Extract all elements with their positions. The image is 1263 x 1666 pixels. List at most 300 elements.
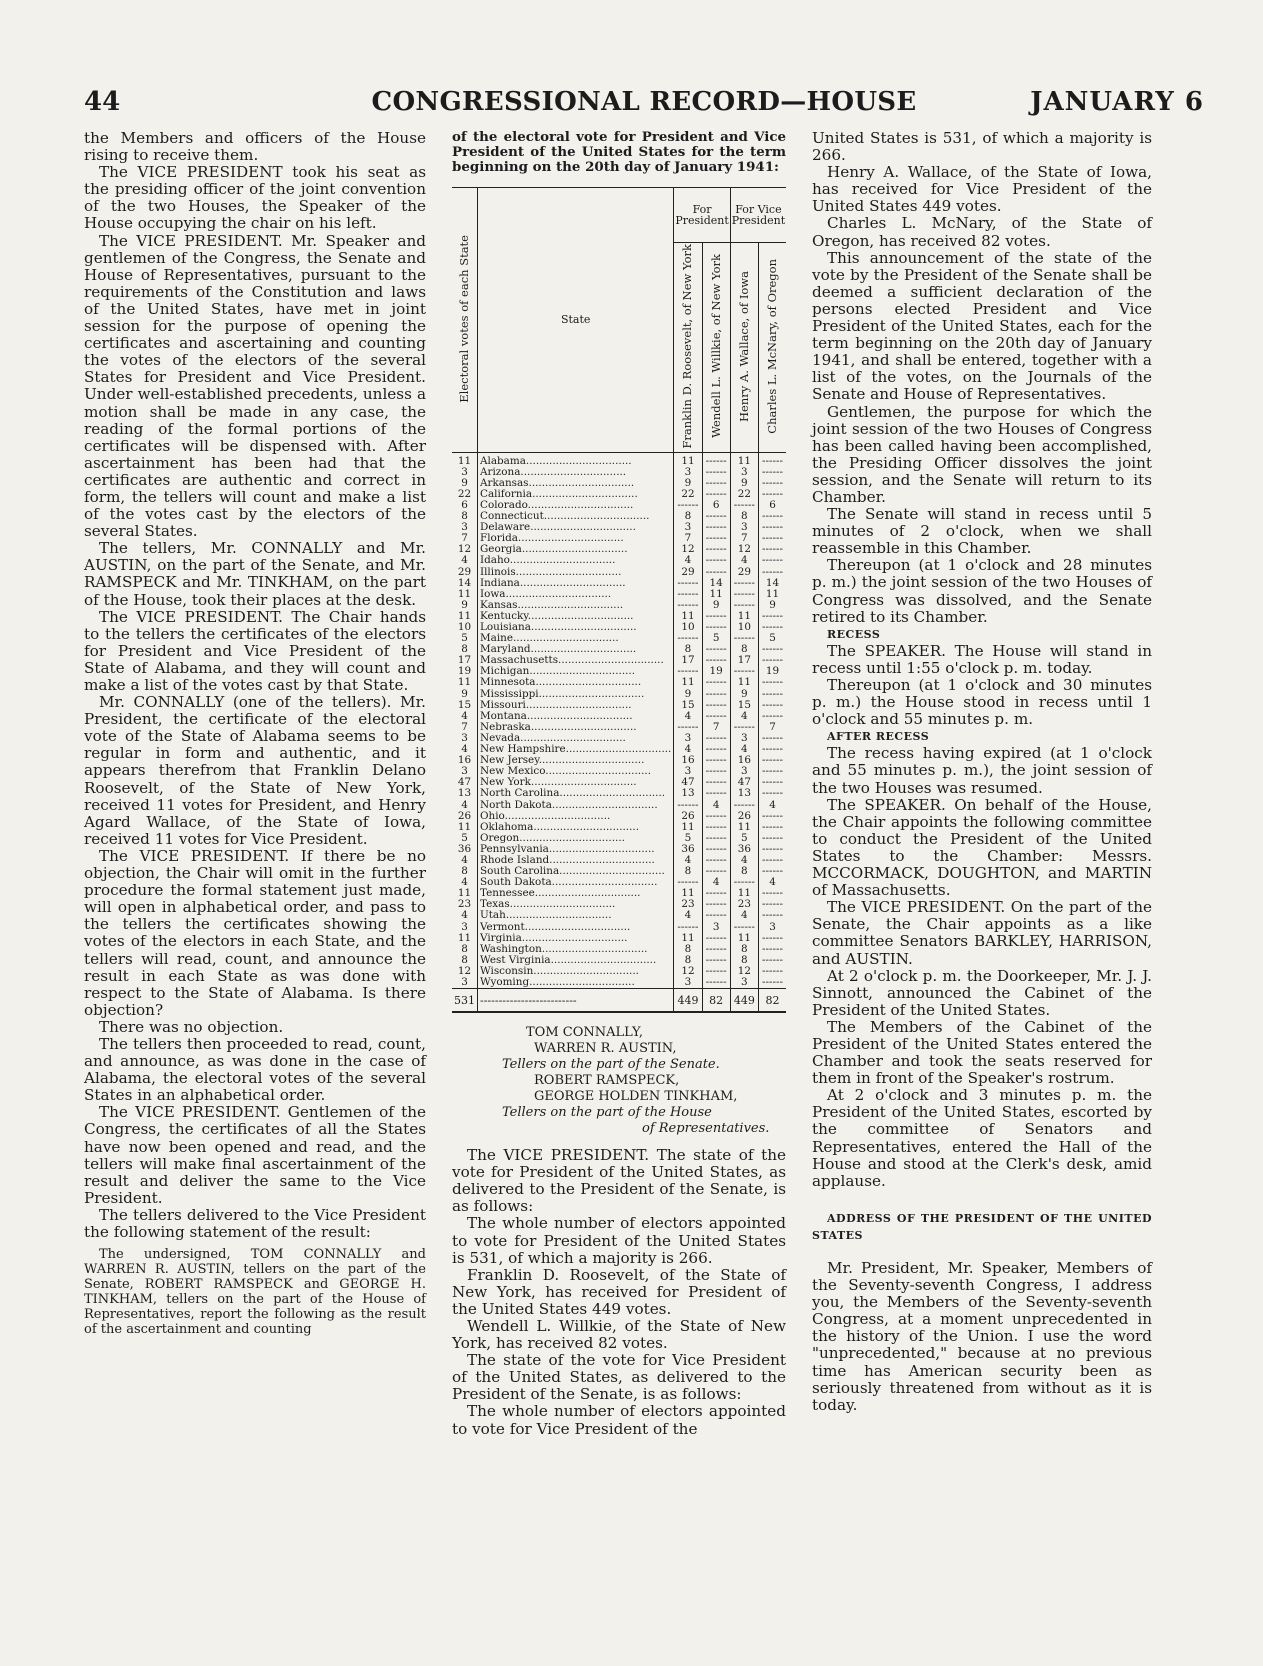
row-electoral: 4: [452, 555, 478, 566]
row-mcnary: ------: [761, 866, 784, 878]
row-wallace: 17: [730, 655, 758, 666]
teller-name: WARREN R. AUSTIN,: [534, 1041, 677, 1057]
row-roosevelt: 36: [674, 844, 702, 855]
row-roosevelt: 8: [674, 955, 702, 966]
row-wallace: 11: [730, 888, 758, 899]
teller-name: ROBERT RAMSPECK,: [534, 1073, 680, 1089]
paragraph: Gentlemen, the purpose for which the joint session of the two Houses of Congress has been called having been accomplished, the Presiding Officer dissolves the joint session, and the Senate will return to its Chamber.: [812, 402, 1152, 506]
row-willkie: ------: [702, 866, 730, 877]
row-state: Georgia................................: [478, 544, 674, 555]
row-wallace: 16: [730, 755, 758, 766]
row-state: Montana................................: [478, 711, 674, 722]
row-willkie: ------: [702, 966, 730, 977]
row-state: Idaho................................: [478, 555, 674, 566]
table-row: [452, 733, 786, 744]
table-total-row: [452, 989, 786, 1013]
row-roosevelt: 12: [674, 544, 702, 555]
row-wallace: 15: [730, 700, 758, 711]
row-mcnary: ------: [761, 943, 784, 955]
row-willkie: 3: [702, 922, 730, 933]
header-for-president: For President: [674, 188, 730, 243]
table-row: [452, 633, 786, 644]
row-mcnary: ------: [761, 755, 784, 767]
row-willkie: ------: [702, 533, 730, 544]
table-row: [452, 567, 786, 578]
row-electoral: 15: [452, 700, 478, 711]
row-wallace: ------: [730, 799, 758, 810]
row-state: Pennsylvania................................: [478, 844, 674, 855]
column-2-text: [452, 1147, 786, 1438]
row-mcnary: 7: [769, 721, 776, 733]
row-wallace: 3: [730, 522, 758, 533]
row-mcnary: ------: [761, 976, 784, 989]
row-state: Kentucky................................: [478, 611, 674, 622]
row-wallace: 4: [730, 855, 758, 866]
table-row: [452, 711, 786, 722]
row-state: Ohio................................: [478, 811, 674, 822]
row-roosevelt: ------: [674, 799, 702, 810]
row-state: Maryland................................: [478, 644, 674, 655]
row-mcnary: ------: [761, 932, 784, 944]
paragraph: The Senate will stand in recess until 5 minutes of 2 o'clock, when we shall reassemble in this Chamber.: [812, 505, 1152, 558]
table-row: [452, 944, 786, 955]
row-state: Nebraska................................: [478, 722, 674, 733]
electoral-vote-table-wrap: [452, 187, 786, 1013]
row-willkie: 5: [702, 633, 730, 644]
table-row: [452, 689, 786, 700]
row-roosevelt: 22: [674, 489, 702, 500]
table-row: [452, 966, 786, 977]
teller-role: of Representatives.: [642, 1121, 770, 1137]
row-willkie: ------: [702, 644, 730, 655]
row-roosevelt: 4: [674, 855, 702, 866]
row-roosevelt: 3: [674, 467, 702, 478]
row-wallace: 3: [730, 766, 758, 777]
total-willkie: 82: [702, 989, 730, 1013]
row-electoral: 47: [452, 777, 478, 788]
table-row: [452, 489, 786, 500]
paragraph: The VICE PRESIDENT. The state of the vote for President of the United States, as delivered to the President of the Senate, is as follows:: [452, 1146, 786, 1216]
row-wallace: ------: [730, 666, 758, 677]
row-roosevelt: 8: [674, 866, 702, 877]
row-wallace: ------: [730, 633, 758, 644]
page-title: CONGRESSIONAL RECORD—HOUSE: [371, 87, 917, 117]
row-electoral: 23: [452, 899, 478, 910]
header-mcnary: Charles L. McNary, of Oregon: [758, 243, 786, 453]
row-electoral: 10: [452, 622, 478, 633]
row-electoral: 3: [452, 467, 478, 478]
row-mcnary: ------: [761, 511, 784, 523]
row-mcnary: ------: [761, 466, 784, 478]
row-willkie: ------: [702, 655, 730, 666]
row-state: Michigan................................: [478, 666, 674, 677]
row-wallace: ------: [730, 589, 758, 600]
row-electoral: 14: [452, 578, 478, 589]
row-state: Illinois................................: [478, 567, 674, 578]
table-row: [452, 533, 786, 544]
row-roosevelt: 4: [674, 711, 702, 722]
row-willkie: ------: [702, 555, 730, 566]
row-state: California................................: [478, 489, 674, 500]
row-electoral: 11: [452, 452, 478, 467]
paragraph: The SPEAKER. On behalf of the House, the Chair appoints the following committee to conduct the President of the United States to the Chamber: Messrs. MCCORMACK, DOUGHTON, and MARTIN of Massachusetts.: [812, 795, 1152, 900]
table-row: [452, 478, 786, 489]
row-state: Florida................................: [478, 533, 674, 544]
row-electoral: 11: [452, 611, 478, 622]
table-row: [452, 744, 786, 755]
row-mcnary: 6: [769, 499, 776, 511]
row-willkie: ------: [702, 788, 730, 799]
table-row: [452, 877, 786, 888]
total-roosevelt: 449: [674, 989, 702, 1013]
row-willkie: ------: [702, 910, 730, 921]
row-wallace: 22: [730, 489, 758, 500]
row-wallace: 3: [730, 467, 758, 478]
teller-name: TOM CONNALLY,: [526, 1025, 643, 1041]
total-mcnary: 82: [758, 989, 786, 1013]
table-row: [452, 644, 786, 655]
paragraph: Mr. CONNALLY (one of the tellers). Mr. President, the certificate of the electoral vote of the State of Alabama seems to be regular in form and authentic, and it appears therefrom that Franklin Delano Roosevelt, of the State of New York, received 11 votes for President, and Henry Agard Wallace, of the State of Iowa, received 11 votes for Vice President.: [84, 693, 426, 848]
row-willkie: ------: [702, 899, 730, 910]
table-row: [452, 722, 786, 733]
row-willkie: ------: [702, 811, 730, 822]
row-willkie: ------: [702, 833, 730, 844]
row-electoral: 22: [452, 489, 478, 500]
table-intro: of the electoral vote for President and Vice President of the United States for the term beginning on the 20th day of January 1941:: [452, 129, 786, 175]
row-mcnary: 9: [769, 599, 776, 611]
row-state: Arizona................................: [478, 467, 674, 478]
row-state: Alabama................................: [478, 452, 674, 467]
teller-role: Tellers on the part of the House: [502, 1105, 712, 1121]
row-electoral: 16: [452, 755, 478, 766]
row-willkie: ------: [702, 777, 730, 788]
row-state: Kansas................................: [478, 600, 674, 611]
row-wallace: 4: [730, 744, 758, 755]
section-heading-recess: RECESS: [827, 627, 881, 641]
row-electoral: 36: [452, 844, 478, 855]
row-electoral: 5: [452, 633, 478, 644]
row-roosevelt: ------: [674, 922, 702, 933]
paragraph: This announcement of the state of the vote by the President of the Senate shall be deemed a sufficient declaration of the persons elected President and Vice President of the United States, each for the term beginning on the 20th day of January 1941, and shall be entered, together with a list of the votes, on the Journals of the Senate and House of Representatives.: [812, 248, 1152, 404]
paragraph: The Members of the Cabinet of the President of the United States entered the Chamber and took the seats reserved for them in front of the Speaker's rostrum.: [812, 1017, 1152, 1088]
header-state: State: [478, 188, 674, 453]
row-wallace: 7: [730, 533, 758, 544]
row-roosevelt: ------: [674, 578, 702, 589]
row-wallace: 47: [730, 777, 758, 788]
paragraph: Thereupon (at 1 o'clock and 28 minutes p. m.) the joint session of the two Houses of Congress was dissolved, and the Senate retired to its Chamber.: [812, 556, 1152, 626]
row-state: Wyoming................................: [478, 977, 674, 989]
row-state: Mississippi................................: [478, 689, 674, 700]
row-roosevelt: ------: [674, 600, 702, 611]
row-mcnary: 11: [765, 588, 780, 600]
row-willkie: ------: [702, 544, 730, 555]
table-row: [452, 955, 786, 966]
table-row: [452, 522, 786, 533]
row-electoral: 12: [452, 544, 478, 555]
row-roosevelt: 13: [674, 788, 702, 799]
row-state: Oklahoma................................: [478, 822, 674, 833]
row-willkie: ------: [702, 511, 730, 522]
row-wallace: 29: [730, 567, 758, 578]
row-state: North Carolina................................: [478, 788, 674, 799]
row-electoral: 4: [452, 799, 478, 810]
row-willkie: ------: [702, 744, 730, 755]
paragraph: Franklin D. Roosevelt, of the State of New York, has received for President of the United States 449 votes.: [452, 1265, 786, 1318]
row-willkie: ------: [702, 844, 730, 855]
row-wallace: 8: [730, 944, 758, 955]
row-state: Indiana................................: [478, 578, 674, 589]
table-row: [452, 511, 786, 522]
row-state: Delaware................................: [478, 522, 674, 533]
paragraph: The state of the vote for Vice President of the United States, as delivered to the President of the Senate, is as follows:: [452, 1351, 786, 1404]
row-mcnary: 4: [769, 877, 776, 889]
row-mcnary: ------: [761, 710, 784, 722]
tellers-statement: The undersigned, TOM CONNALLY and WARREN R. AUSTIN, tellers on the part of the Senate, ROBERT RAMSPECK and GEORGE H. TINKHAM, tellers on the part of the House of Representatives, report the following as the result of the ascertainment and counting: [84, 1247, 426, 1338]
row-electoral: 8: [452, 511, 478, 522]
paragraph: The VICE PRESIDENT. Mr. Speaker and gentlemen of the Congress, the Senate and House of Representatives, pursuant to the requirements of the Constitution and laws of the United States, have met in joint session for the purpose of opening the certificates and ascertaining and counting the votes of the electors of the several States for President and Vice President. Under well-established precedents, unless a motion shall be made in any case, the reading of the formal portions of the certificates will be dispensed with. After ascertainment has been had that the certificates are authentic and correct in form, the tellers will count and make a list of the votes cast by the electors of the several States.: [84, 231, 426, 541]
table-row: [452, 666, 786, 677]
row-willkie: ------: [702, 944, 730, 955]
row-mcnary: ------: [761, 644, 784, 656]
table-row: [452, 755, 786, 766]
paragraph: Thereupon (at 1 o'clock and 30 minutes p. m.) the House stood in recess until 1 o'clock and 55 minutes p. m.: [812, 676, 1152, 729]
row-mcnary: ------: [761, 544, 784, 556]
row-willkie: ------: [702, 478, 730, 489]
row-roosevelt: 10: [674, 622, 702, 633]
table-row: [452, 655, 786, 666]
row-wallace: 11: [730, 677, 758, 688]
row-roosevelt: 3: [674, 977, 702, 989]
row-wallace: 3: [730, 977, 758, 989]
table-row: [452, 589, 786, 600]
row-mcnary: 19: [765, 666, 780, 678]
row-mcnary: ------: [761, 910, 784, 922]
row-state: Massachusetts................................: [478, 655, 674, 666]
paragraph: The tellers then proceeded to read, count, and announce, as was done in the case of Alabama, the electoral votes of the several States in an alphabetical order.: [84, 1034, 426, 1105]
row-willkie: ------: [702, 855, 730, 866]
row-roosevelt: 47: [674, 777, 702, 788]
row-wallace: 3: [730, 733, 758, 744]
paragraph: Mr. President, Mr. Speaker, Members of the Seventy-seventh Congress, I address you, the Members of the Seventy-seventh Congress, at a moment unprecedented in the history of the Union. I use the word "unprecedented," because at no previous time has American security been as seriously threatened from without as it is today.: [812, 1259, 1152, 1414]
row-state: South Dakota................................: [478, 877, 674, 888]
row-wallace: ------: [730, 722, 758, 733]
paragraph: The SPEAKER. The House will stand in recess until 1:55 o'clock p. m. today.: [812, 641, 1152, 677]
row-electoral: 3: [452, 522, 478, 533]
table-row: [452, 822, 786, 833]
table-row: [452, 922, 786, 933]
column-3: [812, 130, 1152, 1414]
row-mcnary: ------: [761, 533, 784, 545]
table-row: [452, 611, 786, 622]
row-state: North Dakota................................: [478, 799, 674, 810]
row-willkie: 9: [702, 600, 730, 611]
table-row: [452, 700, 786, 711]
row-electoral: 9: [452, 478, 478, 489]
row-electoral: 17: [452, 655, 478, 666]
row-electoral: 9: [452, 689, 478, 700]
teller-name: GEORGE HOLDEN TINKHAM,: [534, 1089, 738, 1105]
row-roosevelt: 9: [674, 689, 702, 700]
row-state: New Hampshire................................: [478, 744, 674, 755]
row-mcnary: ------: [761, 677, 784, 689]
row-electoral: 19: [452, 666, 478, 677]
row-willkie: ------: [702, 467, 730, 478]
row-willkie: ------: [702, 711, 730, 722]
row-wallace: 9: [730, 689, 758, 700]
table-row: [452, 777, 786, 788]
section-heading-after-recess: AFTER RECESS: [827, 730, 930, 744]
row-state: Maine................................: [478, 633, 674, 644]
table-row: [452, 677, 786, 688]
row-electoral: 11: [452, 822, 478, 833]
row-mcnary: 14: [765, 577, 780, 589]
paragraph: Charles L. McNary, of the State of Oregon, has received 82 votes.: [812, 214, 1152, 250]
row-roosevelt: ------: [674, 722, 702, 733]
row-wallace: ------: [730, 578, 758, 589]
row-wallace: 11: [730, 933, 758, 944]
row-roosevelt: 23: [674, 899, 702, 910]
paragraph: At 2 o'clock and 3 minutes p. m. the President of the United States, escorted by the committee of Senators and Representatives, entered the Hall of the House and stood at the Clerk's desk, amid applause.: [812, 1086, 1152, 1190]
row-state: Iowa................................: [478, 589, 674, 600]
row-wallace: 23: [730, 899, 758, 910]
paragraph: At 2 o'clock p. m. the Doorkeeper, Mr. J. J. Sinnott, announced the Cabinet of the President of the United States.: [812, 966, 1152, 1019]
row-mcnary: ------: [761, 454, 784, 467]
row-roosevelt: 11: [674, 888, 702, 899]
row-roosevelt: ------: [674, 877, 702, 888]
row-wallace: 36: [730, 844, 758, 855]
tellers-signature: [452, 1025, 786, 1137]
row-mcnary: ------: [761, 655, 784, 667]
row-state: Virginia................................: [478, 933, 674, 944]
header-roosevelt: Franklin D. Roosevelt, of New York: [674, 243, 702, 453]
row-mcnary: ------: [761, 766, 784, 778]
row-willkie: ------: [702, 567, 730, 578]
header-electoral: Electoral votes of each State: [452, 188, 478, 453]
row-roosevelt: ------: [674, 589, 702, 600]
row-roosevelt: 5: [674, 833, 702, 844]
row-electoral: 7: [452, 722, 478, 733]
paragraph: Henry A. Wallace, of the State of Iowa, has received for Vice President of the United States 449 votes.: [812, 163, 1152, 216]
row-willkie: 4: [702, 799, 730, 810]
row-roosevelt: ------: [674, 500, 702, 511]
row-wallace: ------: [730, 877, 758, 888]
row-willkie: 4: [702, 877, 730, 888]
row-wallace: 12: [730, 544, 758, 555]
row-willkie: 11: [702, 589, 730, 600]
row-wallace: ------: [730, 922, 758, 933]
row-roosevelt: 29: [674, 567, 702, 578]
row-mcnary: 5: [769, 633, 776, 645]
row-wallace: 13: [730, 788, 758, 799]
row-state: Louisiana................................: [478, 622, 674, 633]
row-electoral: 3: [452, 977, 478, 989]
column-1: [84, 130, 426, 1337]
row-mcnary: ------: [761, 965, 784, 977]
row-electoral: 8: [452, 644, 478, 655]
paragraph: The VICE PRESIDENT. On the part of the Senate, the Chair appoints as a like committee Senators BARKLEY, HARRISON, and AUSTIN.: [812, 898, 1152, 968]
row-mcnary: ------: [761, 488, 784, 500]
row-electoral: 6: [452, 500, 478, 511]
row-electoral: 11: [452, 589, 478, 600]
row-state: Vermont................................: [478, 922, 674, 933]
row-mcnary: ------: [761, 555, 784, 567]
row-state: Tennessee................................: [478, 888, 674, 899]
row-roosevelt: 4: [674, 744, 702, 755]
row-roosevelt: ------: [674, 633, 702, 644]
row-wallace: 5: [730, 833, 758, 844]
row-state: Oregon................................: [478, 833, 674, 844]
row-electoral: 5: [452, 833, 478, 844]
row-roosevelt: 8: [674, 944, 702, 955]
paragraph: The recess having expired (at 1 o'clock and 55 minutes p. m.), the joint session of the two Houses was resumed.: [812, 744, 1152, 797]
paragraph: The VICE PRESIDENT. Gentlemen of the Congress, the certificates of all the States have now been opened and read, and the tellers will make final ascertainment of the result and deliver the same to the Vice President.: [84, 1103, 426, 1207]
row-mcnary: ------: [761, 566, 784, 578]
row-state: Wisconsin................................: [478, 966, 674, 977]
row-electoral: 8: [452, 955, 478, 966]
section-heading-address: ADDRESS OF THE PRESIDENT OF THE UNITED STATES: [812, 1211, 1152, 1242]
row-roosevelt: 15: [674, 700, 702, 711]
row-wallace: ------: [730, 600, 758, 611]
row-roosevelt: 9: [674, 478, 702, 489]
row-state: Washington................................: [478, 944, 674, 955]
table-row: [452, 833, 786, 844]
table-row: [452, 467, 786, 478]
row-wallace: 10: [730, 622, 758, 633]
row-mcnary: ------: [761, 788, 784, 800]
row-wallace: 11: [730, 611, 758, 622]
row-willkie: ------: [702, 733, 730, 744]
row-electoral: 9: [452, 600, 478, 611]
row-state: Nevada................................: [478, 733, 674, 744]
row-mcnary: ------: [761, 688, 784, 700]
row-state: West Virginia................................: [478, 955, 674, 966]
row-electoral: 13: [452, 788, 478, 799]
table-row: [452, 866, 786, 877]
total-electoral: 531: [452, 989, 478, 1013]
row-state: Colorado................................: [478, 500, 674, 511]
row-state: New Mexico................................: [478, 766, 674, 777]
table-row: [452, 855, 786, 866]
row-electoral: 26: [452, 811, 478, 822]
row-willkie: 14: [702, 578, 730, 589]
header-wallace: Henry A. Wallace, of Iowa: [730, 243, 758, 453]
row-wallace: 4: [730, 711, 758, 722]
paragraph: The tellers delivered to the Vice President the following statement of the result:: [84, 1205, 426, 1241]
row-state: Connecticut................................: [478, 511, 674, 522]
row-roosevelt: 17: [674, 655, 702, 666]
row-willkie: ------: [702, 822, 730, 833]
row-mcnary: ------: [761, 477, 784, 489]
row-willkie: ------: [702, 888, 730, 899]
row-wallace: 12: [730, 966, 758, 977]
table-row: [452, 933, 786, 944]
row-willkie: 19: [702, 666, 730, 677]
row-state: Minnesota................................: [478, 677, 674, 688]
paragraph: The VICE PRESIDENT took his seat as the presiding officer of the joint convention of the two Houses, the Speaker of the House occupying the chair on his left.: [84, 163, 426, 233]
page-header: [84, 87, 1204, 121]
paragraph: Wendell L. Willkie, of the State of New York, has received 82 votes.: [452, 1317, 786, 1353]
row-wallace: 8: [730, 866, 758, 877]
row-mcnary: 3: [769, 921, 776, 933]
row-willkie: ------: [702, 522, 730, 533]
row-mcnary: ------: [761, 888, 784, 900]
row-willkie: ------: [702, 611, 730, 622]
row-wallace: 11: [730, 822, 758, 833]
row-roosevelt: 11: [674, 677, 702, 688]
row-roosevelt: 8: [674, 511, 702, 522]
total-wallace: 449: [730, 989, 758, 1013]
row-electoral: 11: [452, 888, 478, 899]
